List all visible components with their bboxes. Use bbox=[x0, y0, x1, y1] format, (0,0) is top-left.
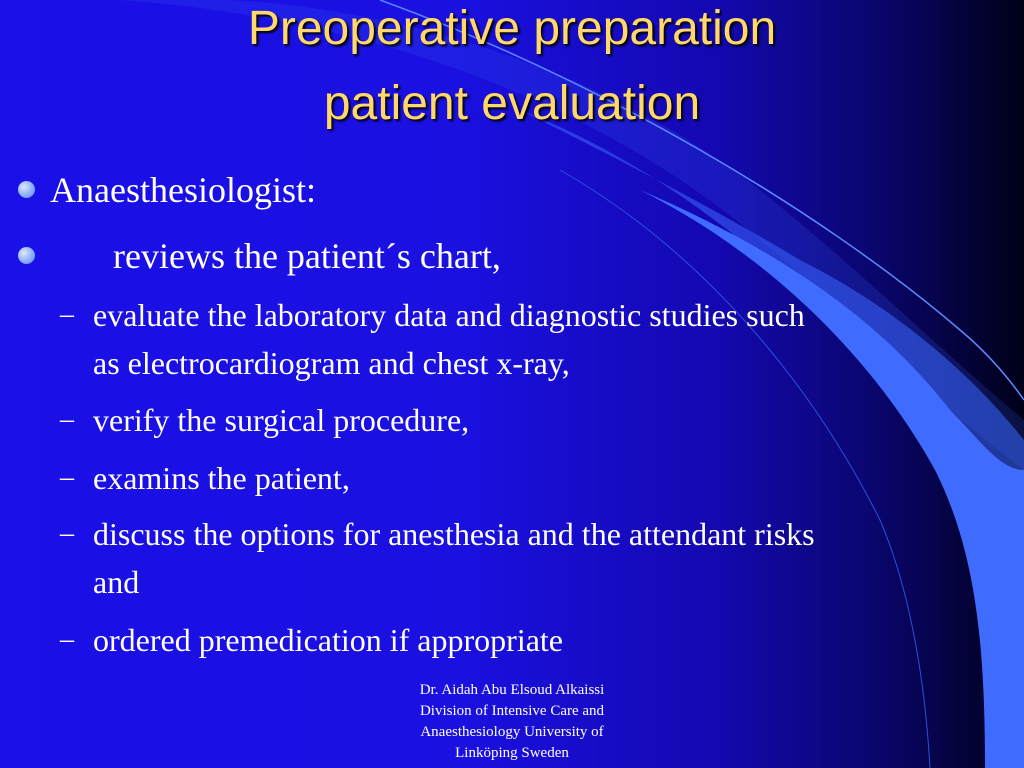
dash-marker: – bbox=[60, 624, 74, 655]
sub-item-text-cont: as electrocardiogram and chest x-ray, bbox=[93, 345, 570, 381]
sub-item-text: examins the patient, bbox=[93, 460, 350, 496]
bullet-icon bbox=[18, 247, 35, 264]
bullet-text: Anaesthesiologist: bbox=[50, 170, 316, 210]
bullet-icon bbox=[18, 181, 35, 198]
sub-item-text: verify the surgical procedure, bbox=[93, 402, 470, 438]
footer-affiliation-3: Linköping Sweden bbox=[455, 745, 569, 761]
dash-marker: – bbox=[60, 404, 74, 435]
dash-marker: – bbox=[60, 518, 74, 549]
sub-item-text: ordered premedication if appropriate bbox=[93, 622, 563, 658]
footer-affiliation-2: Anaesthesiology University of bbox=[420, 724, 604, 740]
dash-marker: – bbox=[60, 299, 74, 330]
slide-title-line-2: patient evaluation bbox=[323, 77, 701, 130]
dash-marker: – bbox=[60, 462, 74, 493]
footer-author: Dr. Aidah Abu Elsoud Alkaissi bbox=[419, 682, 605, 698]
slide-title-line-1: Preoperative preparation bbox=[247, 2, 777, 55]
sub-item-text: discuss the options for anesthesia and the attendant risks bbox=[93, 516, 815, 552]
sub-item-text-cont: and bbox=[93, 564, 140, 600]
bullet-text: reviews the patient´s chart, bbox=[113, 236, 501, 276]
slide-footer bbox=[362, 680, 662, 764]
footer-affiliation-1: Division of Intensive Care and bbox=[419, 703, 605, 719]
sub-item-text: evaluate the laboratory data and diagnostic studies such bbox=[93, 297, 805, 333]
